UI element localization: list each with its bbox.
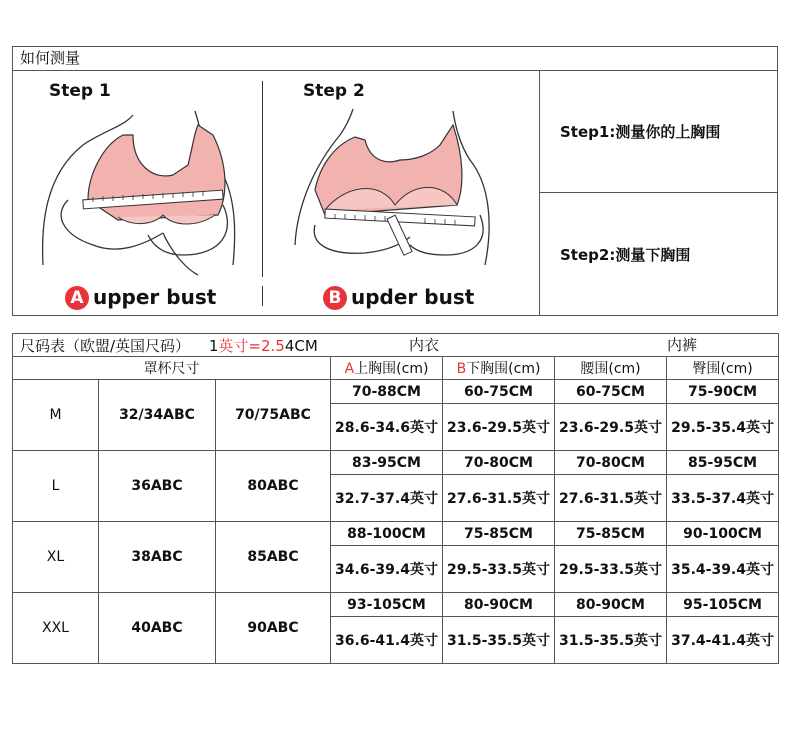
step2-caption bbox=[323, 285, 474, 310]
size-label: M bbox=[13, 380, 99, 451]
cm-cell: 95-105CM bbox=[667, 593, 779, 617]
marker-a-icon: A bbox=[65, 286, 89, 310]
size-label: L bbox=[13, 451, 99, 522]
step1-caption bbox=[65, 285, 216, 310]
inch-cell: 28.6-34.6英寸 bbox=[331, 404, 443, 451]
inch-cell: 29.5-35.4英寸 bbox=[667, 404, 779, 451]
size-label: XL bbox=[13, 522, 99, 593]
inch-conversion-note: 1英寸=2.54CM bbox=[208, 336, 318, 355]
inch-cell: 37.4-41.4英寸 bbox=[667, 617, 779, 664]
under-bust-illustration bbox=[285, 105, 515, 277]
cm-cell: 80-90CM bbox=[443, 593, 555, 617]
size-chart-title: 尺码表（欧盟/英国尺码） bbox=[20, 336, 191, 355]
step1-title: Step 1 bbox=[49, 81, 111, 101]
cm-cell: 60-75CM bbox=[555, 380, 667, 404]
cup-size: 36ABC bbox=[99, 451, 216, 522]
cm-cell: 85-95CM bbox=[667, 451, 779, 475]
inch-cell: 27.6-31.5英寸 bbox=[443, 475, 555, 522]
size-chart-title-cell bbox=[13, 334, 779, 357]
cm-cell: 75-90CM bbox=[667, 380, 779, 404]
cm-cell: 90-100CM bbox=[667, 522, 779, 546]
measure-title: 如何测量 bbox=[13, 47, 777, 71]
cm-cell: 70-80CM bbox=[555, 451, 667, 475]
cm-cell: 70-88CM bbox=[331, 380, 443, 404]
instruction-step2: Step2:测量下胸围 bbox=[560, 245, 691, 264]
table-row-xxl-cm bbox=[13, 593, 779, 617]
inch-cell: 36.6-41.4英寸 bbox=[331, 617, 443, 664]
cup-size: 70/75ABC bbox=[216, 380, 331, 451]
cup-size: 40ABC bbox=[99, 593, 216, 664]
marker-b-icon: B bbox=[323, 286, 347, 310]
cm-cell: 88-100CM bbox=[331, 522, 443, 546]
cm-cell: 60-75CM bbox=[443, 380, 555, 404]
upper-bust-illustration bbox=[23, 105, 253, 277]
inch-cell: 33.5-37.4英寸 bbox=[667, 475, 779, 522]
step2-title: Step 2 bbox=[303, 81, 365, 101]
step2-panel bbox=[263, 71, 539, 316]
inch-cell: 23.6-29.5英寸 bbox=[555, 404, 667, 451]
cup-size-header: 罩杯尺寸 bbox=[13, 357, 331, 380]
cm-cell: 70-80CM bbox=[443, 451, 555, 475]
inch-cell: 31.5-35.5英寸 bbox=[555, 617, 667, 664]
header-upper-bust: A上胸围(cm) bbox=[331, 357, 443, 380]
inch-cell: 31.5-35.5英寸 bbox=[443, 617, 555, 664]
inch-cell: 29.5-33.5英寸 bbox=[555, 546, 667, 593]
header-under-bust: B下胸围(cm) bbox=[443, 357, 555, 380]
step1-panel bbox=[13, 71, 262, 316]
panty-label: 内裤 bbox=[667, 336, 698, 354]
header-hip: 臀围(cm) bbox=[667, 357, 779, 380]
inch-cell: 32.7-37.4英寸 bbox=[331, 475, 443, 522]
header-waist: 腰围(cm) bbox=[555, 357, 667, 380]
cup-size: 32/34ABC bbox=[99, 380, 216, 451]
cup-size: 85ABC bbox=[216, 522, 331, 593]
how-to-measure-panel bbox=[12, 46, 778, 316]
under-bust-label: upder bust bbox=[351, 285, 475, 309]
inch-cell: 29.5-33.5英寸 bbox=[443, 546, 555, 593]
column-header-row bbox=[13, 357, 779, 380]
size-chart-title-row bbox=[13, 334, 779, 357]
instruction-step1: Step1:测量你的上胸围 bbox=[540, 71, 778, 193]
table-row-l-cm bbox=[13, 451, 779, 475]
cup-size: 90ABC bbox=[216, 593, 331, 664]
table-row-m-cm bbox=[13, 380, 779, 404]
size-label: XXL bbox=[13, 593, 99, 664]
size-chart-table bbox=[12, 333, 779, 664]
cm-cell: 93-105CM bbox=[331, 593, 443, 617]
cm-cell: 75-85CM bbox=[443, 522, 555, 546]
cup-size: 38ABC bbox=[99, 522, 216, 593]
cm-cell: 80-90CM bbox=[555, 593, 667, 617]
inch-cell: 35.4-39.4英寸 bbox=[667, 546, 779, 593]
inch-cell: 23.6-29.5英寸 bbox=[443, 404, 555, 451]
cup-size: 80ABC bbox=[216, 451, 331, 522]
bra-label: 内衣 bbox=[409, 336, 440, 354]
table-row-xl-cm bbox=[13, 522, 779, 546]
cm-cell: 83-95CM bbox=[331, 451, 443, 475]
inch-cell: 34.6-39.4英寸 bbox=[331, 546, 443, 593]
inch-cell: 27.6-31.5英寸 bbox=[555, 475, 667, 522]
cm-cell: 75-85CM bbox=[555, 522, 667, 546]
instructions-column bbox=[539, 71, 778, 315]
upper-bust-label: upper bust bbox=[93, 285, 217, 309]
